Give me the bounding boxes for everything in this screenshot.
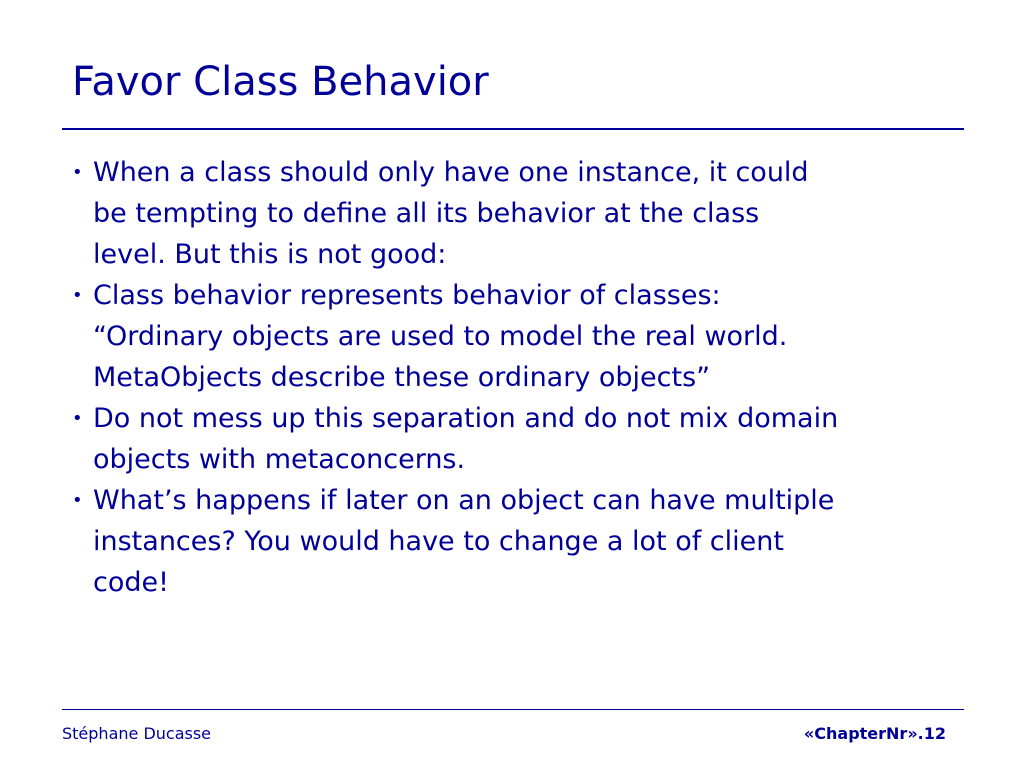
bullet-dot-icon: • [72, 162, 83, 183]
bullet-item [72, 480, 962, 603]
bullet-list [72, 152, 962, 603]
bullet-line: code! [93, 567, 169, 598]
title-divider [62, 128, 964, 130]
bullet-line: Do not mess up this separation and do not mix domain [93, 403, 839, 434]
bullet-line: “Ordinary objects are used to model the real world. [93, 321, 788, 352]
slide-title: Favor Class Behavior [72, 59, 489, 105]
bullet-line: When a class should only have one instance, it could [93, 157, 809, 188]
footer-divider [62, 709, 964, 710]
bullet-item [72, 275, 962, 398]
footer-page-marker: «ChapterNr».12 [803, 724, 946, 743]
bullet-item [72, 398, 962, 480]
bullet-item [72, 152, 962, 275]
bullet-line: be tempting to define all its behavior at the class [93, 198, 760, 229]
bullet-dot-icon: • [72, 408, 83, 429]
bullet-line: Class behavior represents behavior of classes: [93, 280, 721, 311]
bullet-line: MetaObjects describe these ordinary objects” [93, 362, 711, 393]
bullet-dot-icon: • [72, 285, 83, 306]
bullet-line: What’s happens if later on an object can have multiple [93, 485, 835, 516]
bullet-dot-icon: • [72, 490, 83, 511]
bullet-line: instances? You would have to change a lot of client [93, 526, 784, 557]
bullet-line: objects with metaconcerns. [93, 444, 466, 475]
footer-author: Stéphane Ducasse [62, 724, 212, 743]
bullet-line: level. But this is not good: [93, 239, 447, 270]
